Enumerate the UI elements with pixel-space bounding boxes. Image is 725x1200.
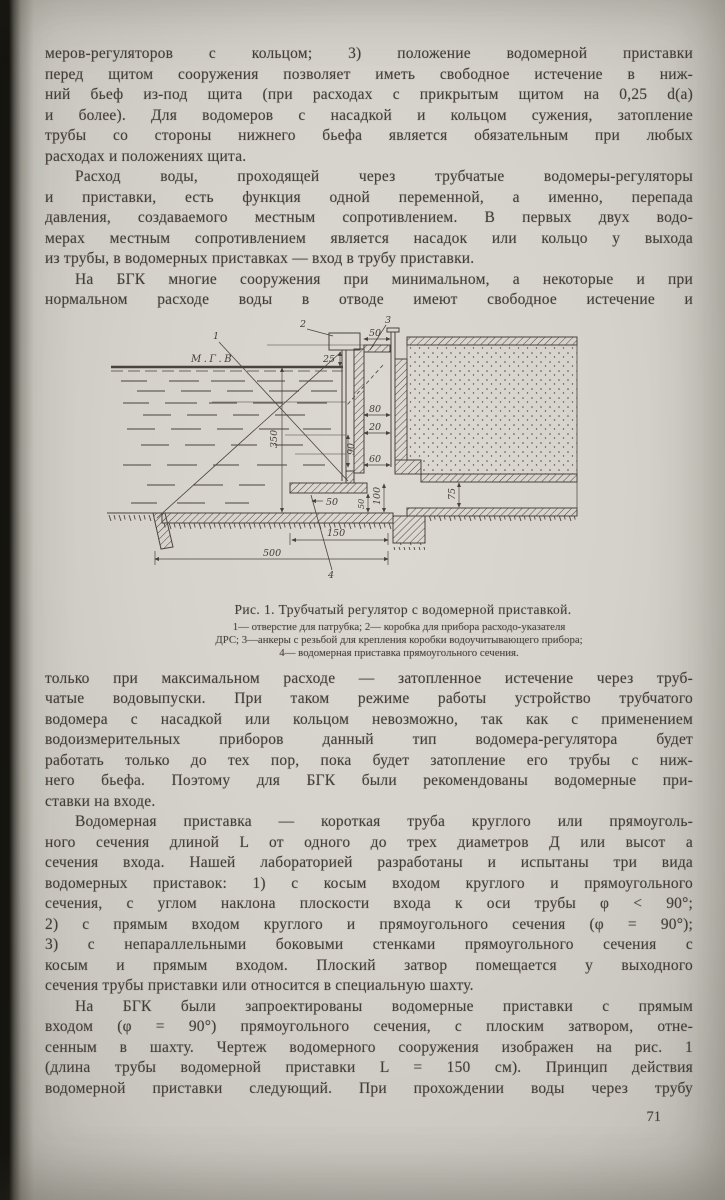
- page-number: 71: [646, 1109, 661, 1125]
- figure-caption: Рис. 1. Трубчатый регулятор с водомерной приставкой.: [234, 601, 572, 617]
- foundation-block: [393, 516, 425, 543]
- technical-drawing: [107, 315, 689, 595]
- orifice-block: [346, 471, 354, 483]
- text-line: только при максимальном расходе — затопленное истечение через труб-: [45, 669, 693, 687]
- text-line: Расход воды, проходящей через трубчатые водомеры-регуляторы: [75, 168, 693, 185]
- figure-1: [107, 315, 689, 595]
- text-line: водоизмерительных приборов данный тип водомера-регулятора будет: [45, 731, 693, 748]
- retaining-wall: [395, 359, 407, 460]
- dim-80: 80: [369, 403, 382, 415]
- text-line: водомера с насадкой или кольцом невозможно, так как с применением: [45, 710, 693, 728]
- page-content: [45, 44, 693, 1126]
- paragraph: [45, 669, 693, 813]
- earth-fill: [407, 345, 577, 474]
- floor-slab: [162, 513, 393, 523]
- callout-1: 1: [213, 330, 220, 342]
- text-line: давления, создаваемого местным сопротивлением. В первых двух водо-: [45, 209, 693, 226]
- text-line: ного сечения длиной L от одного до трех диаметров Д или высот а: [45, 833, 693, 851]
- dim-100: 100: [372, 486, 383, 505]
- water-level-label: М.Г.В: [191, 353, 235, 365]
- dim-50-top: 50: [369, 327, 382, 339]
- text-line: сечения, с углом наклона плоскости входа к оси трубы φ < 90°;: [45, 895, 693, 912]
- text-line: мерах местным сопротивлением является насадок или кольцо у выхода: [45, 229, 693, 247]
- attachment-slab: [290, 483, 367, 493]
- paragraph: [45, 270, 693, 311]
- text-line: ний бьеф из-под щита (при расходах с прикрытым щитом на 0,25 d(а): [45, 86, 693, 103]
- text-line: меров-регуляторов с кольцом; 3) положение водомерной приставки: [45, 45, 693, 62]
- dim-90: 90: [346, 442, 357, 455]
- callout-3: 3: [385, 314, 392, 326]
- dim-50-horiz: 50: [326, 496, 339, 508]
- dim-75: 75: [447, 487, 458, 500]
- text-line: (длина трубы водомерной приставки L = 150 см). Принцип действия: [45, 1059, 693, 1076]
- text-line: перед щитом сооружения позволяет иметь свободное истечение в ниж-: [45, 65, 693, 83]
- text-line: Водомерная приставка — короткая труба круглого или прямоуголь-: [75, 813, 693, 830]
- text-line: сечения входа. Нашей лабораторией разработаны и испытаны три вида: [45, 854, 693, 871]
- legend-line: 1— отверстие для патрубка; 2— коробка для прибора расходо-указателя: [232, 620, 566, 633]
- book-gutter-shadow: [0, 0, 34, 1200]
- text-line: нормальном расходе воды в отводе имеют свободное истечение и: [45, 291, 693, 308]
- text-line: 3) с непараллельными боковыми стенками прямоугольного сечения с: [45, 936, 693, 953]
- text-line: из трубы, в водомерных приставках — вход в трубу приставки.: [45, 250, 475, 267]
- text-line: 2) с прямым входом круглого и прямоугольного сечения (φ = 90°);: [45, 915, 693, 933]
- text-line: чатые водовыпуски. При таком режиме работы устройство трубчатого: [45, 690, 693, 707]
- paragraph: [45, 997, 693, 1100]
- callout-4: 4: [328, 569, 335, 581]
- dim-150: 150: [327, 527, 346, 539]
- dim-50-vert: 50: [357, 498, 366, 509]
- dim-25: 25: [323, 353, 336, 365]
- text-line: и более). Для водомеров с насадкой и кольцом сужения, затопление: [45, 106, 693, 124]
- dim-60: 60: [369, 453, 382, 465]
- outlet-pipe: [407, 474, 577, 516]
- instrument-box: [329, 333, 360, 350]
- ground-surface: [407, 337, 577, 345]
- dim-350: 350: [269, 429, 280, 448]
- text-line: и приставки, есть функция одной переменной, а именно, перепада: [45, 188, 693, 206]
- dim-20: 20: [369, 421, 382, 433]
- anchor-rod: [391, 332, 395, 467]
- text-line: трубы со стороны нижнего бьефа является обязательным при любых: [45, 127, 693, 144]
- text-line: входом (φ = 90°) прямоугольного сечения, с плоским затвором, отне-: [45, 1018, 693, 1035]
- text-line: работать только до тех пор, пока будет затопление его трубы с ниж-: [45, 751, 693, 769]
- text-line: сенным в шахту. Чертеж водомерного сооружения изображен на рис. 1: [45, 1038, 693, 1056]
- wall-step: [395, 460, 421, 474]
- callout-2: 2: [300, 318, 307, 330]
- dim-500: 500: [263, 547, 282, 559]
- rod-cap: [387, 328, 399, 332]
- text-line: него бьефа. Поэтому для БГК были рекомендованы водомерные при-: [45, 772, 693, 789]
- text-line: водомерной приставки следующий. При прохождении воды через трубу: [45, 1079, 693, 1097]
- text-line: расходах и положениях щита.: [45, 147, 247, 165]
- paragraph: [45, 167, 693, 270]
- text-line: ставки на входе.: [45, 792, 156, 810]
- legend-line: 4— водомерная приставка прямоугольного сечения.: [279, 646, 519, 659]
- text-line: На БГК многие сооружения при минимальном, а некоторые и при: [75, 270, 693, 288]
- legend-line: ДРС; 3—анкеры с резьбой для крепления коробки водоучитывающего прибора;: [215, 633, 583, 646]
- paragraph: [45, 812, 693, 997]
- text-line: косым и прямым входом. Плоский затвор помещается у выходного: [45, 956, 693, 974]
- text-line: На БГК были запроектированы водомерные приставки с прямым: [75, 997, 693, 1015]
- paragraph: [45, 44, 693, 167]
- text-line: водомерных приставок: 1) с косым входом круглого и прямоугольного: [45, 874, 693, 892]
- text-line: сечения трубы приставки или относится в специальную шахту.: [45, 977, 474, 994]
- anchor-plate: [364, 345, 390, 352]
- figure-legend: [129, 621, 669, 660]
